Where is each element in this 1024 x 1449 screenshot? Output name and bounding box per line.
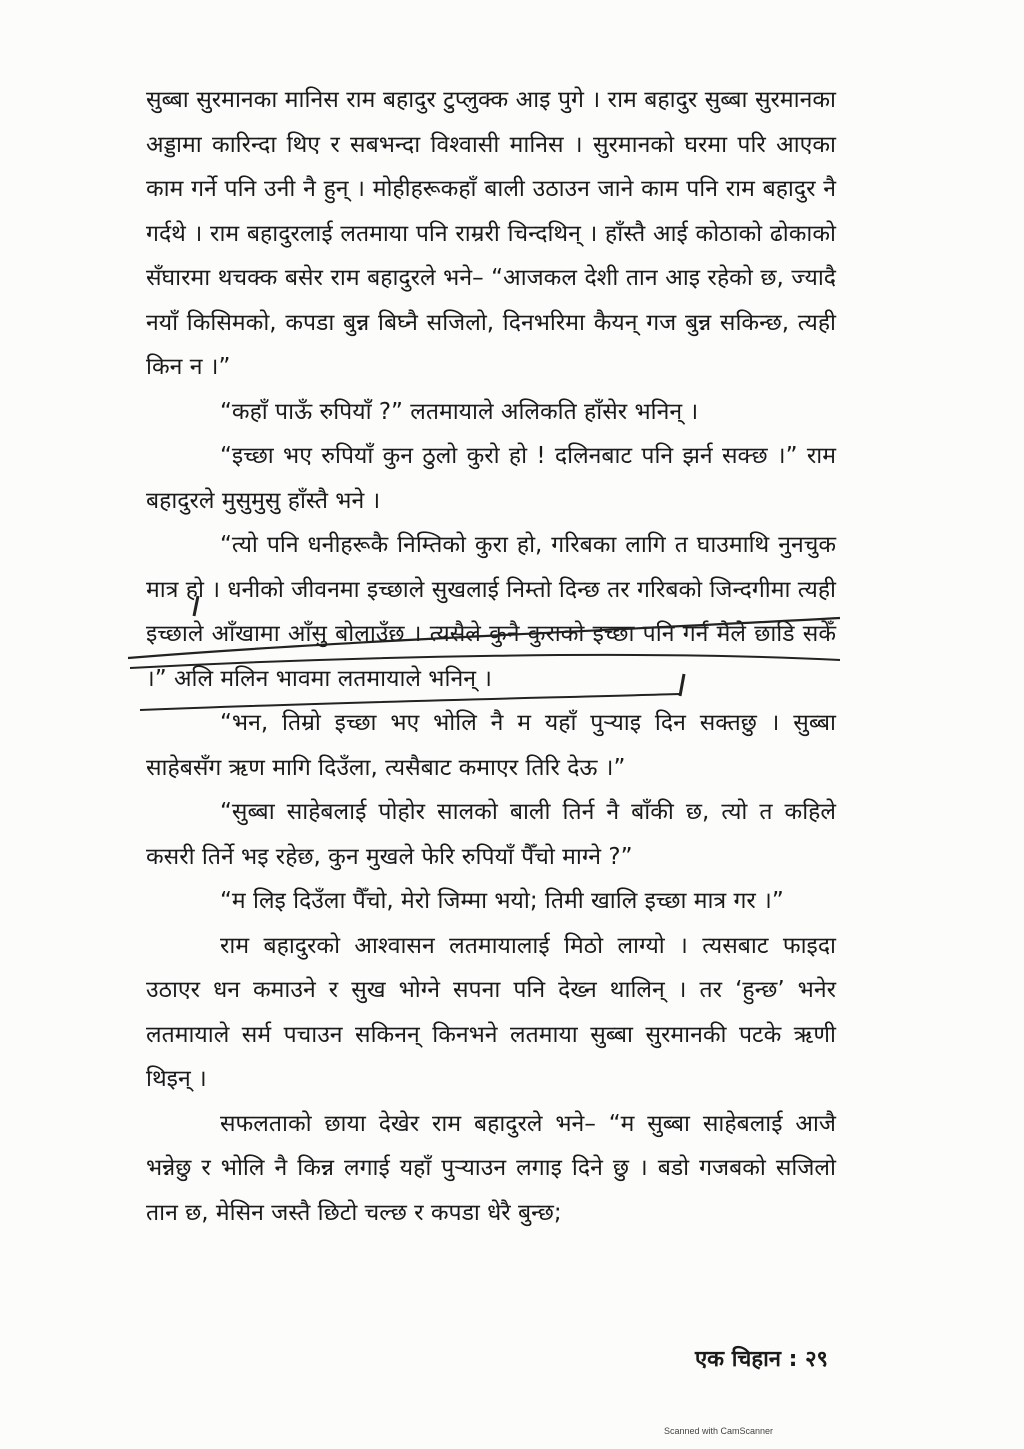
page-footer: एक चिहान : २९	[695, 1347, 828, 1372]
scanner-watermark: Scanned with CamScanner	[664, 1426, 774, 1436]
paragraph-5: “भन, तिम्रो इच्छा भए भोलि नै म यहाँ पुऱ्याइ दिन सक्तछु । सुब्बा साहेबसँग ऋण मागि दिउँला, त्यसैबाट कमाएर तिरि देऊ ।”	[146, 710, 836, 781]
paragraph-4-underlined: “त्यो पनि धनीहरूकै निम्तिको कुरा हो, गरिबका लागि त घाउमाथि नुनचुक मात्र हो । धनीको जीवनमा इच्छाले सुखलाई निम्तो दिन्छ तर गरिबको जिन्दगीमा त्यही इच्छाले आँखामा आँसु बोलाउँछ । त्यसैले कुनै कुराको इच्छा पनि गर्न मैले छाडि सकेँ ।” अलि मलिन भावमा लतमायाले भनिन् ।	[146, 532, 836, 692]
paragraph-3: “इच्छा भए रुपियाँ कुन ठुलो कुरो हो ! दलिनबाट पनि झर्न सक्छ ।” राम बहादुरले मुसुमुसु हाँस्तै भने ।	[146, 443, 836, 514]
paragraph-8: राम बहादुरको आश्वासन लतमायालाई मिठो लाग्यो । त्यसबाट फाइदा उठाएर धन कमाउने र सुख भोग्ने सपना पनि देख्न थालिन् । तर ‘हुन्छ’ भनेर लतमायाले सर्म पचाउन सकिनन् किनभने लतमाया सुब्बा सुरमानकी पटके ऋणी थिइन् ।	[146, 932, 836, 1092]
paragraph-1: सुब्बा सुरमानका मानिस राम बहादुर टुप्लुक्क आइ पुगे । राम बहादुर सुब्बा सुरमानका अड्डामा कारिन्दा थिए र सबभन्दा विश्वासी मानिस । सुरमानको घरमा परि आएका काम गर्ने पनि उनी नै हुन् । मोहीहरूकहाँ बाली उठाउन जाने काम पनि राम बहादुर नै गर्दथे । राम बहादुरलाई लतमाया पनि राम्ररी चिन्दथिन् । हाँस्तै आई कोठाको ढोकाको सँघारमा थचक्क बसेर राम बहादुरले भने– “आजकल देशी तान आइ रहेको छ, ज्यादै नयाँ किसिमको, कपडा बुन्न बिघ्नै सजिलो, दिनभरिमा कैयन् गज बुन्न सकिन्छ, त्यही किन न ।”	[146, 87, 836, 380]
paragraph-9: सफलताको छाया देखेर राम बहादुरले भने– “म सुब्बा साहेबलाई आजै भन्नेछु र भोलि नै किन्न लगाई यहाँ पुऱ्याउन लगाइ दिने छु । बडो गजबको सजिलो तान छ, मेसिन जस्तै छिटो चल्छ र कपडा धेरै बुन्छ;	[146, 1110, 836, 1226]
paragraph-7: “म लिइ दिउँला पैँचो, मेरो जिम्मा भयो; तिमी खालि इच्छा मात्र गर ।”	[220, 888, 784, 914]
paragraph-6: “सुब्बा साहेबलाई पोहोर सालको बाली तिर्न नै बाँकी छ, त्यो त कहिले कसरी तिर्ने भइ रहेछ, कुन मुखले फेरि रुपियाँ पैँचो माग्ने ?”	[146, 799, 836, 870]
body-text	[146, 78, 836, 1235]
paragraph-2: “कहाँ पाऊँ रुपियाँ ?” लतमायाले अलिकति हाँसेर भनिन् ।	[220, 398, 699, 425]
